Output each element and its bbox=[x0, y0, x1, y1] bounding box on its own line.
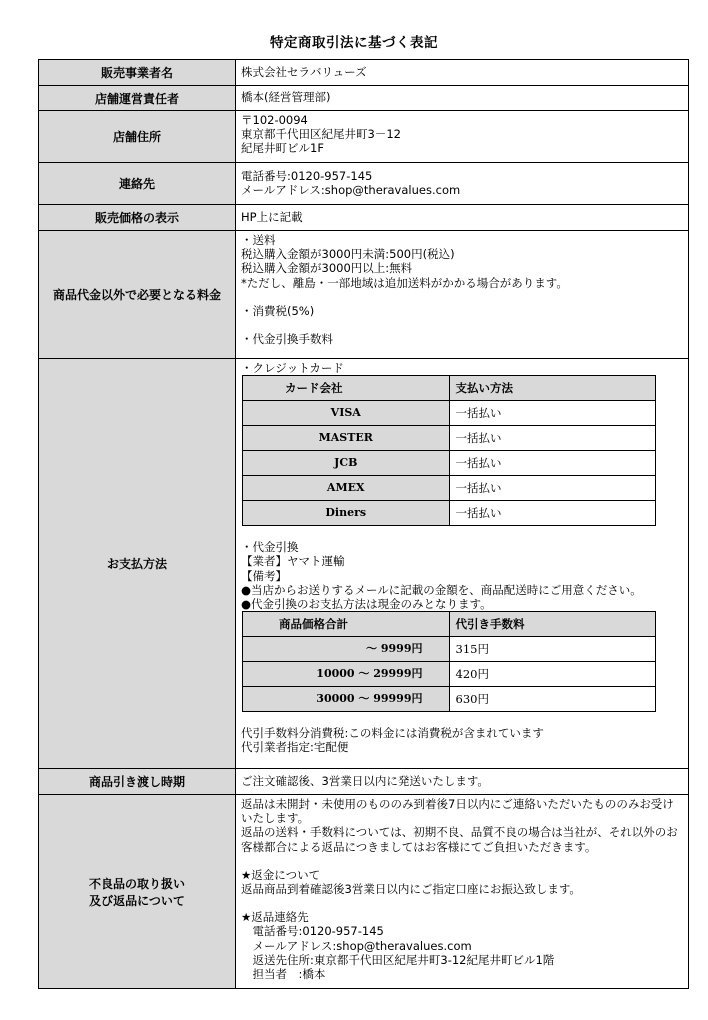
manager-label: 店舗運営責任者 bbox=[39, 86, 236, 111]
delivery-label: 商品引き渡し時期 bbox=[39, 769, 236, 795]
delivery-value: ご注文確認後、3営業日以内に発送いたします。 bbox=[236, 769, 689, 795]
fees-line: 税込購入金額が3000円以上:無料 bbox=[241, 261, 413, 276]
fees-line: ・送料 bbox=[241, 233, 276, 247]
cod-fee: 315円 bbox=[449, 637, 656, 662]
payment-method-header: 支払い方法 bbox=[449, 376, 656, 401]
cod-line: 【業者】ヤマト運輸 bbox=[241, 554, 345, 569]
credit-heading: ・クレジットカード bbox=[241, 361, 344, 375]
legal-info-table bbox=[38, 59, 689, 989]
contact-value bbox=[236, 163, 689, 205]
card-method: 一括払い bbox=[449, 476, 656, 501]
cod-line: ●当店からお送りするメールに記載の金額を、商品配送時にご用意ください。 bbox=[241, 582, 642, 597]
cod-line: ●代金引換のお支払方法は現金のみとなります。 bbox=[241, 597, 492, 612]
card-name: AMEX bbox=[243, 476, 450, 501]
seller-value: 株式会社セラバリューズ bbox=[236, 60, 689, 86]
card-name: MASTER bbox=[243, 426, 450, 451]
payment-footer-line: 代引手数料分消費税:この料金には消費税が含まれています bbox=[241, 726, 544, 741]
fees-line: ・消費税(5%) bbox=[241, 303, 315, 318]
cod-fee-table bbox=[242, 611, 656, 712]
card-method: 一括払い bbox=[449, 426, 656, 451]
refund-line: 返品商品到着確認後3営業日以内にご指定口座にお振込致します。 bbox=[241, 882, 581, 897]
fees-line: *ただし、離島・一部地域は追加送料がかかる場合があります。 bbox=[241, 275, 568, 290]
fee-table-header bbox=[243, 612, 656, 637]
card-company-header: カード会社 bbox=[243, 376, 450, 401]
table-row bbox=[243, 687, 656, 712]
refund-line: ★返金について bbox=[241, 867, 321, 882]
card-method: 一括払い bbox=[449, 401, 656, 426]
return-contact-line: 担当者 :橋本 bbox=[241, 967, 326, 982]
row-payment bbox=[39, 359, 689, 769]
address-line: 〒102-0094 bbox=[241, 113, 308, 127]
address-line: 東京都千代田区紀尾井町3－12 bbox=[241, 127, 401, 142]
price-range: ～ 9999円 bbox=[243, 637, 450, 662]
returns-label bbox=[39, 795, 236, 989]
table-row bbox=[243, 451, 656, 476]
row-seller bbox=[39, 60, 689, 86]
price-total-header: 商品価格合計 bbox=[243, 612, 450, 637]
payment-footer-line: 代引業者指定:宅配便 bbox=[241, 740, 349, 755]
card-name: Diners bbox=[243, 501, 450, 526]
fees-line bbox=[241, 290, 683, 304]
row-contact bbox=[39, 163, 689, 205]
fees-line bbox=[241, 318, 683, 332]
payment-label: お支払方法 bbox=[39, 359, 236, 769]
address-label: 店舗住所 bbox=[39, 111, 236, 163]
fees-value bbox=[236, 231, 689, 359]
card-table bbox=[242, 375, 656, 526]
table-row bbox=[243, 401, 656, 426]
card-method: 一括払い bbox=[449, 501, 656, 526]
address-line: 紀尾井町ビル1F bbox=[241, 141, 324, 156]
price-value: HP上に記載 bbox=[236, 205, 689, 231]
return-contact-line: 電話番号:0120-957-145 bbox=[241, 924, 384, 939]
row-fees bbox=[39, 231, 689, 359]
row-delivery bbox=[39, 769, 689, 795]
fees-line: 税込購入金額が3000円未満:500円(税込) bbox=[241, 247, 455, 262]
card-table-header bbox=[243, 376, 656, 401]
card-name: VISA bbox=[243, 401, 450, 426]
address-value bbox=[236, 111, 689, 163]
table-row bbox=[243, 501, 656, 526]
card-method: 一括払い bbox=[449, 451, 656, 476]
price-label: 販売価格の表示 bbox=[39, 205, 236, 231]
returns-label-line: 不良品の取り扱い bbox=[88, 876, 185, 891]
fees-label: 商品代金以外で必要となる料金 bbox=[39, 231, 236, 359]
cod-fee: 630円 bbox=[449, 687, 656, 712]
payment-value bbox=[236, 359, 689, 769]
cod-line: ・代金引換 bbox=[241, 540, 299, 555]
contact-label: 連絡先 bbox=[39, 163, 236, 205]
page-title: 特定商取引法に基づく表記 bbox=[270, 35, 438, 51]
fees-line: ・代金引換手数料 bbox=[241, 332, 333, 347]
cod-line: 【備考】 bbox=[241, 568, 287, 583]
row-returns bbox=[39, 795, 689, 989]
contact-phone: 電話番号:0120-957-145 bbox=[241, 168, 373, 183]
returns-paragraph: 返品は未開封・未使用のもののみ到着後7日以内にご連絡いただいたもののみお受けいたします。 bbox=[241, 797, 674, 826]
table-row bbox=[243, 637, 656, 662]
return-contact-line: 返送先住所:東京都千代田区紀尾井町3-12紀尾井町ビル1階 bbox=[241, 952, 555, 967]
table-row bbox=[243, 662, 656, 687]
price-range: 30000 ～ 99999円 bbox=[243, 687, 450, 712]
returns-value bbox=[236, 795, 689, 989]
return-contact-line: メールアドレス:shop@theravalues.com bbox=[241, 938, 472, 953]
returns-paragraph: 返品の送料・手数料については、初期不良、品質不良の場合は当社が、それ以外のお客様都合による返品につきましてはお客様にてご負担いただきます。 bbox=[241, 825, 678, 854]
row-manager bbox=[39, 86, 689, 111]
cod-fee-header: 代引き手数料 bbox=[449, 612, 656, 637]
contact-email: メールアドレス:shop@theravalues.com bbox=[241, 183, 461, 197]
table-row bbox=[243, 426, 656, 451]
table-row bbox=[243, 476, 656, 501]
seller-label: 販売事業者名 bbox=[39, 60, 236, 86]
manager-value: 橋本(経営管理部) bbox=[236, 86, 689, 111]
row-price bbox=[39, 205, 689, 231]
cod-fee: 420円 bbox=[449, 662, 656, 687]
return-contact-line: ★返品連絡先 bbox=[241, 910, 309, 925]
price-range: 10000 ～ 29999円 bbox=[243, 662, 450, 687]
returns-label-line: 及び返品について bbox=[89, 893, 185, 908]
card-name: JCB bbox=[243, 451, 450, 476]
row-address bbox=[39, 111, 689, 163]
